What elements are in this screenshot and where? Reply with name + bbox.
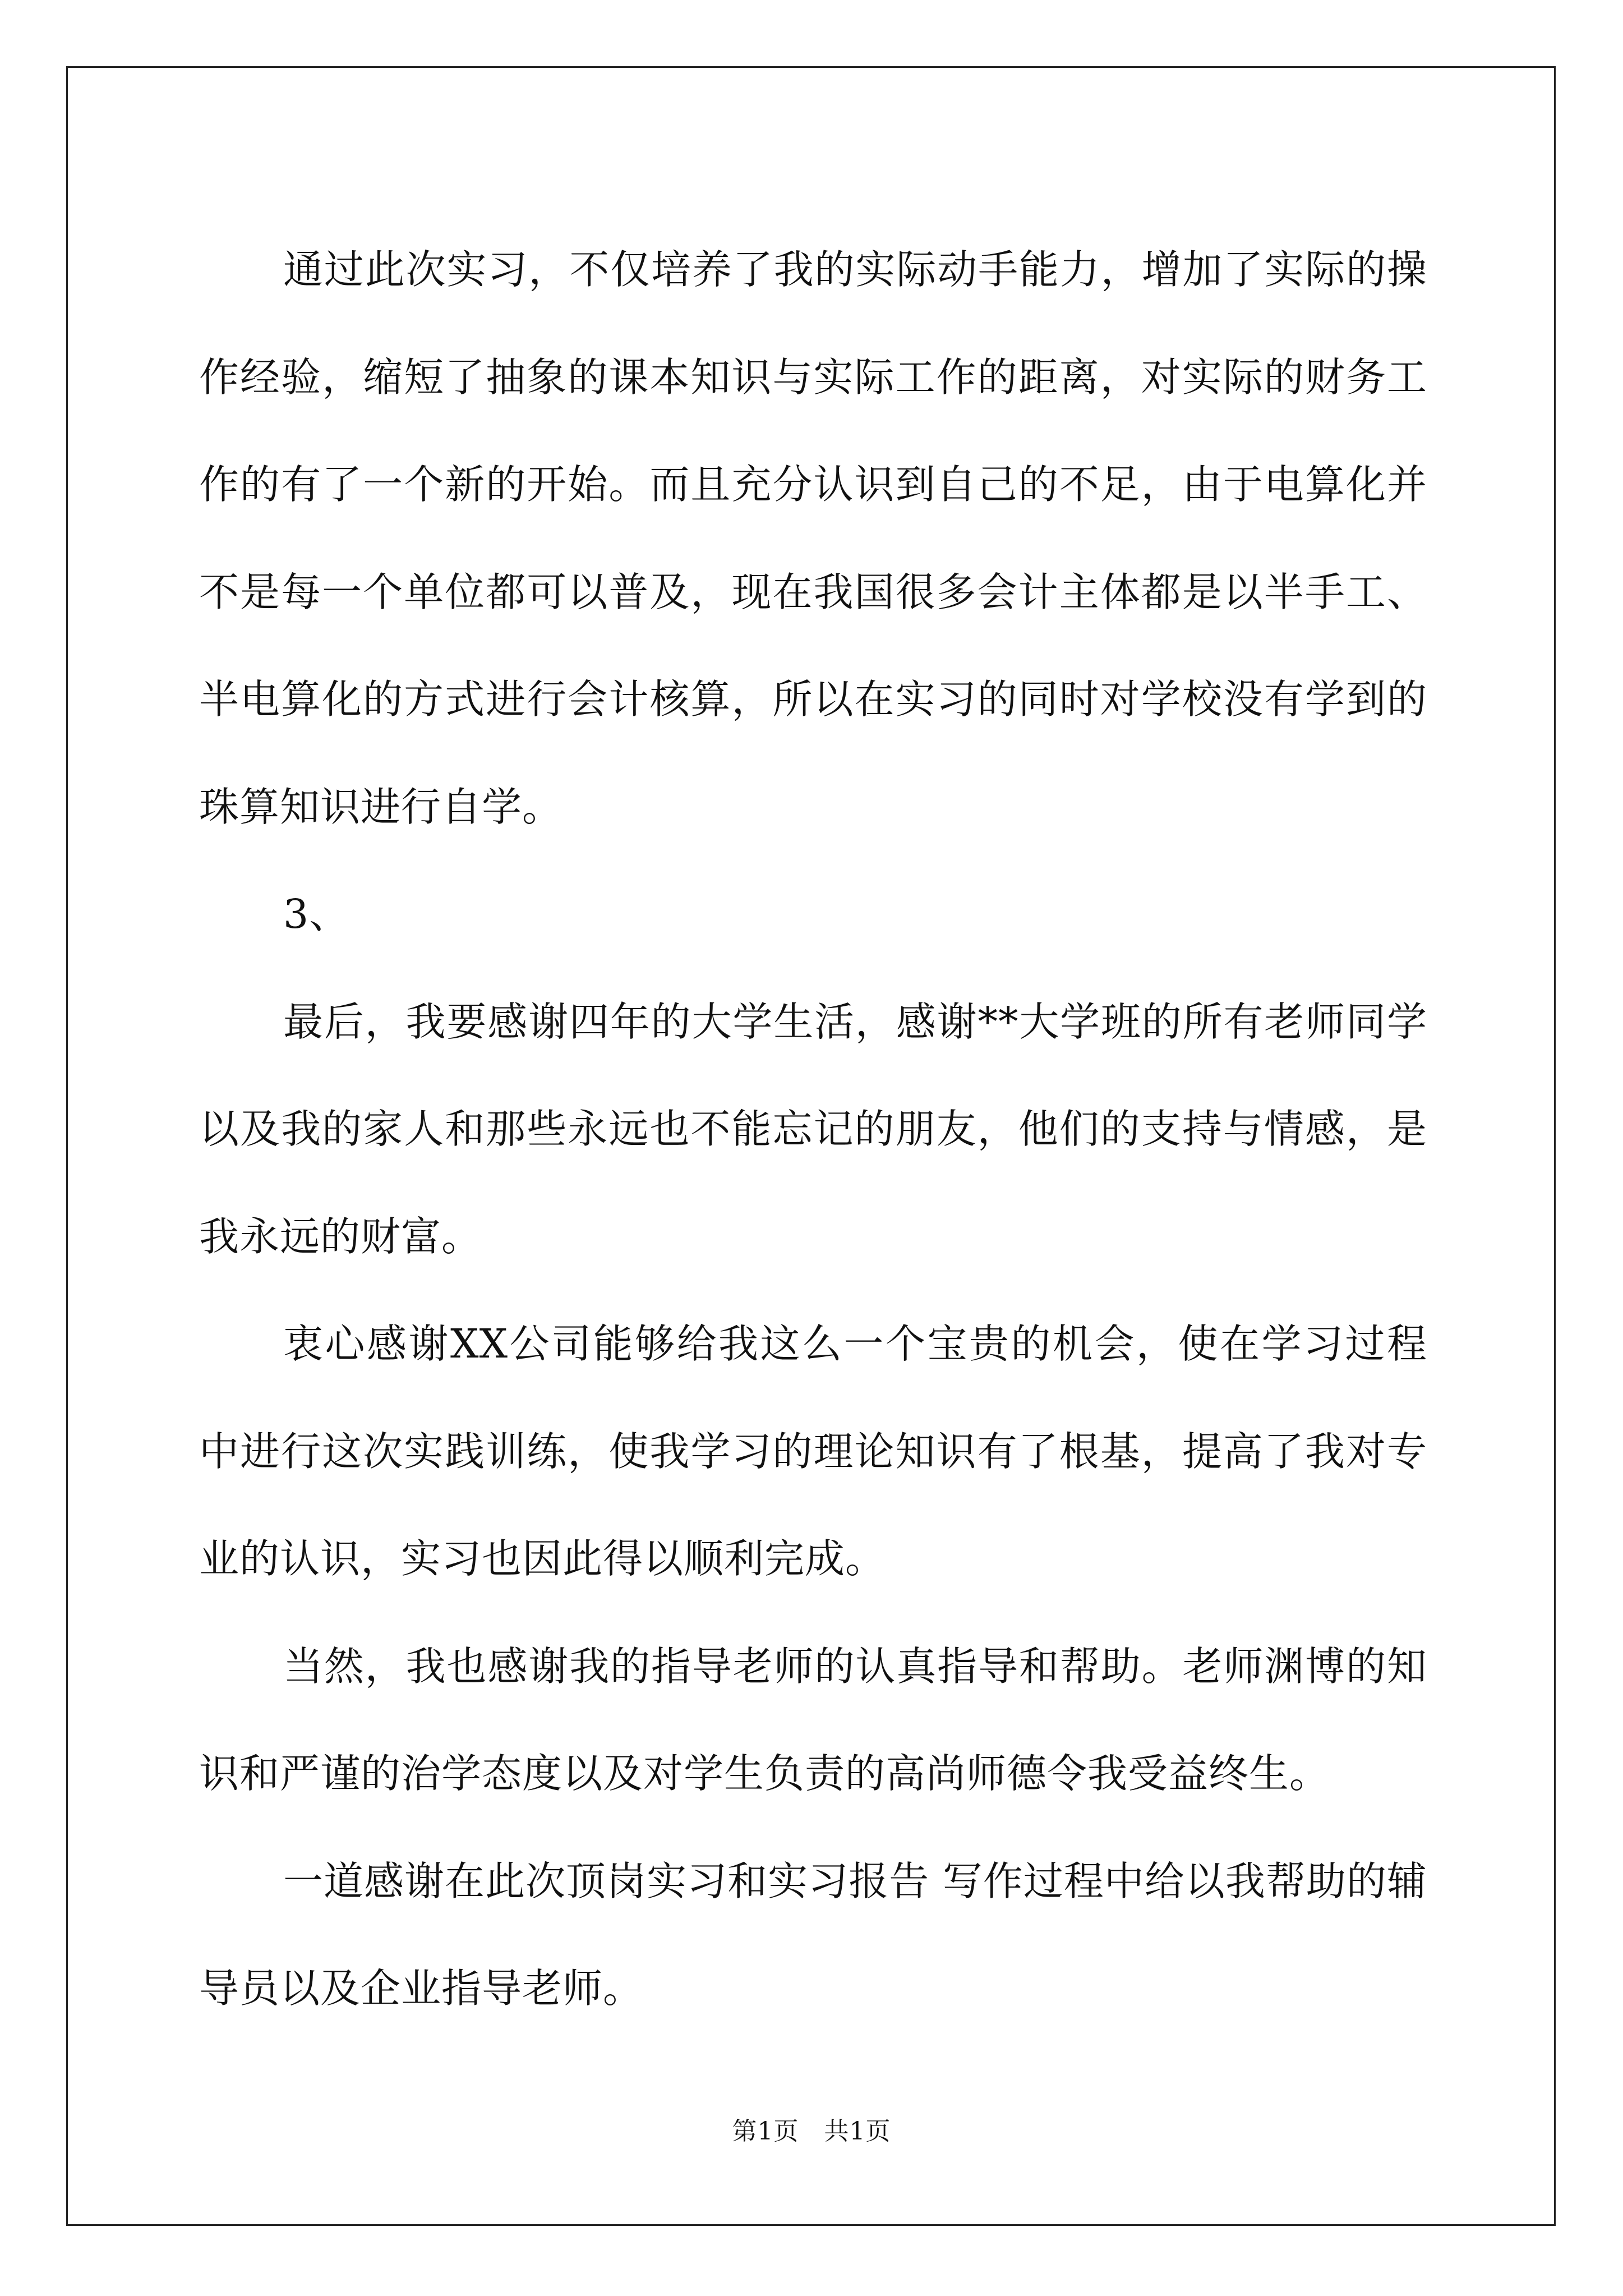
page-footer: 第1页 共1页 <box>732 2117 891 2146</box>
paragraph-thanks-counselor: 一道感谢在此次顶岗实习和实习报告 写作过程中给以我帮助的辅导员以及企业指导老师。 <box>199 1857 1427 2012</box>
paragraph-internship-gains: 通过此次实习，不仅培养了我的实际动手能力，增加了实际的操作经验，缩短了抽象的课本知识与实际工作的距离，对实际的财务工作的有了一个新的开始。而且充分认识到自己的不足，由于电算化并不是每一个单位都可以普及，现在我国很多会计主体都是以半手工、半电算化的方式进行会计核算，所以在实习的同时对学校没有学到的珠算知识进行自学。 <box>199 246 1427 830</box>
paragraph-thanks-company: 衷心感谢XX公司能够给我这么一个宝贵的机会，使在学习过程中进行这次实践训练，使我学习的理论知识有了根基，提高了我对专业的认识，实习也因此得以顺利完成。 <box>199 1320 1427 1582</box>
paragraph-section-number: 3、 <box>283 891 350 937</box>
paragraph-thanks-university: 最后，我要感谢四年的大学生活，感谢**大学班的所有老师同学以及我的家人和那些永远也不能忘记的朋友，他们的支持与情感，是我永远的财富。 <box>199 998 1427 1260</box>
paragraph-thanks-supervisor: 当然，我也感谢我的指导老师的认真指导和帮助。老师渊博的知识和严谨的治学态度以及对学生负责的高尚师德令我受益终生。 <box>199 1642 1427 1797</box>
document-body <box>199 216 1427 2042</box>
